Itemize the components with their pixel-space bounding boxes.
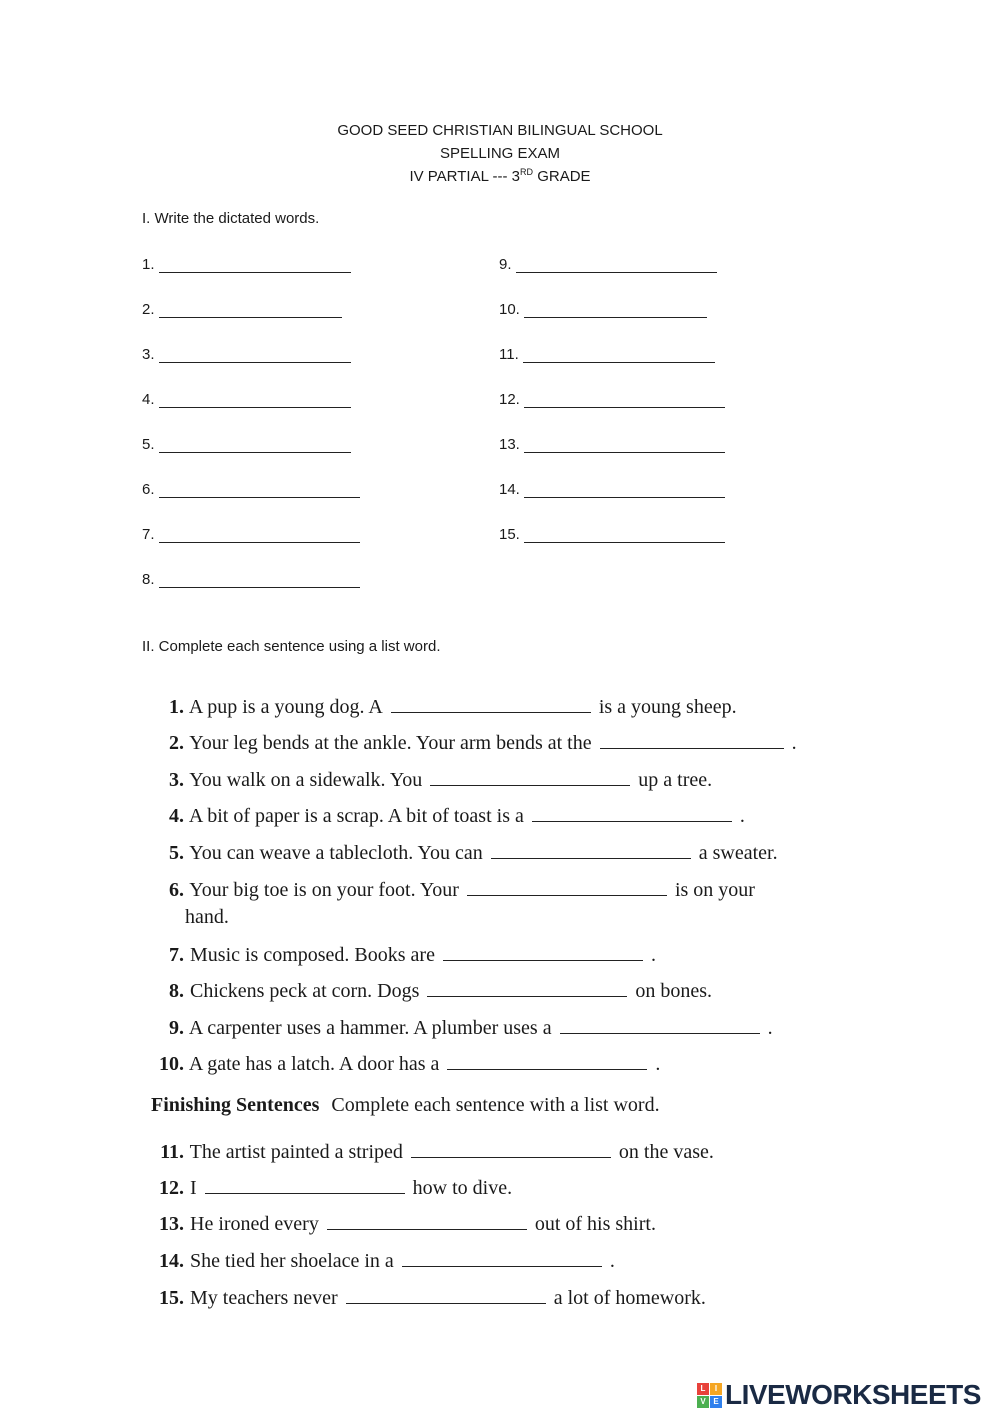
dictation-item-7: 7. xyxy=(142,526,360,543)
finishing-heading: Finishing Sentences Complete each sentence with a list word. xyxy=(151,1094,660,1116)
section2-title: II. Complete each sentence using a list word. xyxy=(142,638,441,655)
logo-tile-v: V xyxy=(697,1396,709,1408)
logo-tile-i: I xyxy=(710,1383,722,1395)
sentence-blank[interactable] xyxy=(346,1286,546,1304)
dictation-item-4: 4. xyxy=(142,391,351,408)
answer-blank[interactable] xyxy=(516,258,717,273)
logo-tile-e: E xyxy=(710,1396,722,1408)
sentence-blank[interactable] xyxy=(532,804,732,822)
answer-blank[interactable] xyxy=(159,438,351,453)
sentence-blank[interactable] xyxy=(430,768,630,786)
dictation-item-8: 8. xyxy=(142,571,360,588)
dictation-item-14: 14. xyxy=(499,481,725,498)
answer-blank[interactable] xyxy=(524,393,725,408)
exam-title: SPELLING EXAM xyxy=(439,145,561,162)
answer-blank[interactable] xyxy=(523,348,715,363)
dictation-item-5: 5. xyxy=(142,436,351,453)
sentence-blank[interactable] xyxy=(467,878,667,896)
sentence-9: 9. A carpenter uses a hammer. A plumber uses a . xyxy=(169,1017,773,1039)
answer-blank[interactable] xyxy=(159,393,351,408)
dictation-item-9: 9. xyxy=(499,256,717,273)
answer-blank[interactable] xyxy=(524,528,725,543)
dictation-item-12: 12. xyxy=(499,391,725,408)
answer-blank[interactable] xyxy=(159,303,342,318)
liveworksheets-logo[interactable] xyxy=(697,1379,981,1411)
sentence-blank[interactable] xyxy=(600,731,784,749)
sentence-10: 10. A gate has a latch. A door has a . xyxy=(159,1053,661,1075)
answer-blank[interactable] xyxy=(524,303,707,318)
sentence-14: 14. She tied her shoelace in a . xyxy=(159,1250,615,1272)
sentence-6: 6. Your big toe is on your foot. Your is on your xyxy=(169,879,755,901)
sentence-2: 2. Your leg bends at the ankle. Your arm bends at the . xyxy=(169,732,797,754)
exam-header xyxy=(0,119,1000,188)
sentence-6-continuation: hand. xyxy=(185,906,229,928)
logo-tile-l: L xyxy=(697,1383,709,1395)
sentence-11: 11. The artist painted a striped on the vase. xyxy=(160,1141,714,1163)
dictation-item-1: 1. xyxy=(142,256,351,273)
sentence-1: 1. A pup is a young dog. A is a young sheep. xyxy=(169,696,737,718)
dictation-item-13: 13. xyxy=(499,436,725,453)
sentence-7: 7. Music is composed. Books are . xyxy=(169,944,656,966)
dictation-item-6: 6. xyxy=(142,481,360,498)
partial-grade: IV PARTIAL --- 3RD GRADE xyxy=(409,167,591,185)
answer-blank[interactable] xyxy=(524,438,725,453)
answer-blank[interactable] xyxy=(159,483,360,498)
section1-title: I. Write the dictated words. xyxy=(142,210,320,227)
sentence-blank[interactable] xyxy=(391,695,591,713)
sentence-blank[interactable] xyxy=(327,1212,527,1230)
dictation-item-2: 2. xyxy=(142,301,342,318)
answer-blank[interactable] xyxy=(159,573,360,588)
sentence-8: 8. Chickens peck at corn. Dogs on bones. xyxy=(169,980,713,1002)
sentence-13: 13. He ironed every out of his shirt. xyxy=(159,1213,656,1235)
liveworksheets-logo-icon xyxy=(697,1383,722,1408)
sentence-blank[interactable] xyxy=(560,1016,760,1034)
sentence-3: 3. You walk on a sidewalk. You up a tree. xyxy=(169,769,713,791)
answer-blank[interactable] xyxy=(524,483,725,498)
school-name: GOOD SEED CHRISTIAN BILINGUAL SCHOOL xyxy=(337,122,663,139)
sentence-blank[interactable] xyxy=(443,943,643,961)
sentence-blank[interactable] xyxy=(205,1176,405,1194)
sentence-12: 12. I how to dive. xyxy=(159,1177,513,1199)
dictation-item-10: 10. xyxy=(499,301,707,318)
sentence-5: 5. You can weave a tablecloth. You can a sweater. xyxy=(169,842,778,864)
dictation-item-3: 3. xyxy=(142,346,351,363)
dictation-item-15: 15. xyxy=(499,526,725,543)
liveworksheets-text: LIVEWORKSHEETS xyxy=(725,1379,981,1410)
sentence-4: 4. A bit of paper is a scrap. A bit of toast is a . xyxy=(169,805,745,827)
dictation-item-11: 11. xyxy=(499,346,715,363)
sentence-blank[interactable] xyxy=(491,841,691,859)
answer-blank[interactable] xyxy=(159,348,351,363)
sentence-blank[interactable] xyxy=(402,1249,602,1267)
sentence-blank[interactable] xyxy=(447,1052,647,1070)
answer-blank[interactable] xyxy=(159,528,360,543)
sentence-15: 15. My teachers never a lot of homework. xyxy=(159,1287,706,1309)
sentence-blank[interactable] xyxy=(411,1140,611,1158)
sentence-blank[interactable] xyxy=(427,979,627,997)
answer-blank[interactable] xyxy=(159,258,351,273)
